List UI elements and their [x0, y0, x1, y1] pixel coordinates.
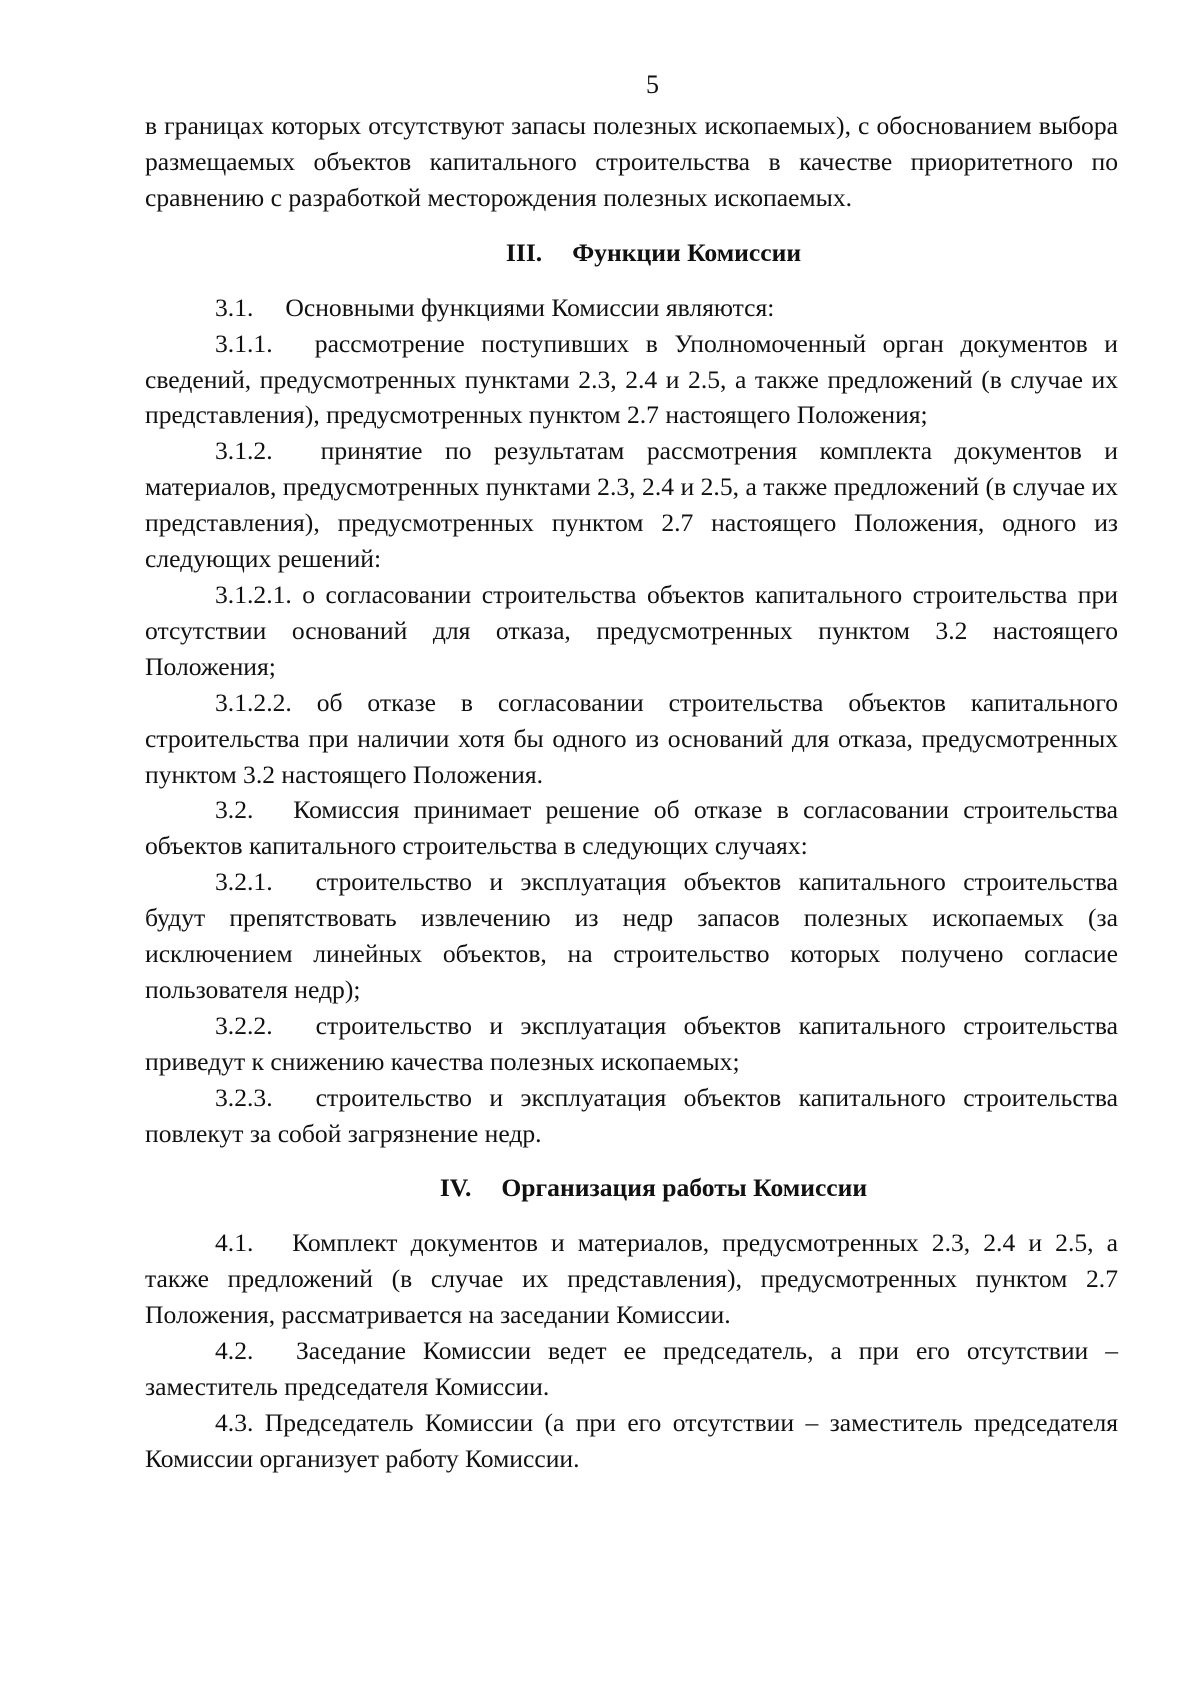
document-body [145, 108, 1118, 1477]
paragraph: 3.1.2.1. о согласовании строительства объектов капитального строительства при отсутствии оснований для отказа, предусмотренных пунктом 3.2 настоящего Положения; [145, 579, 1118, 681]
paragraph: 3.1.2.2. об отказе в согласовании строительства объектов капитального строительства при наличии хотя бы одного из оснований для отказа, предусмотренных пунктом 3.2 настоящего Положения. [145, 687, 1118, 789]
page-number: 5 [646, 70, 659, 99]
section-heading [145, 235, 1118, 271]
paragraph: 3.1.1. рассмотрение поступивших в Уполномоченный орган документов и сведений, предусмотренных пунктами 2.3, 2.4 и 2.5, а также предложений (в случае их представления), предусмотренных пунктом 2.7 настоящего Положения; [145, 328, 1118, 430]
paragraph: 4.1. Комплект документов и материалов, предусмотренных 2.3, 2.4 и 2.5, а также предложений (в случае их представления), предусмотренных пунктом 2.7 Положения, рассматривается на заседании Комиссии. [145, 1228, 1118, 1330]
paragraph: 3.2. Комиссия принимает решение об отказе в согласовании строительства объектов капитального строительства в следующих случаях: [145, 795, 1118, 861]
paragraph: 3.2.2. строительство и эксплуатация объектов капитального строительства приведут к снижению качества полезных ископаемых; [145, 1010, 1118, 1076]
paragraph: 3.1.2. принятие по результатам рассмотрения комплекта документов и материалов, предусмотренных пунктами 2.3, 2.4 и 2.5, а также предложений (в случае их представления), предусмотренных пунктом 2.7 настоящего Положения, одного из следующих решений: [145, 436, 1118, 574]
section-title: Организация работы Комиссии [501, 1173, 868, 1203]
paragraph: 4.3. Председатель Комиссии (а при его отсутствии – заместитель председателя Комиссии организует работу Комиссии. [145, 1408, 1118, 1473]
section-title: Функции Комиссии [572, 237, 802, 267]
paragraph: 4.2. Заседание Комиссии ведет ее председатель, а при его отсутствии – заместитель председателя Комиссии. [145, 1336, 1118, 1402]
paragraph: 3.2.3. строительство и эксплуатация объектов капитального строительства повлекут за собой загрязнение недр. [145, 1082, 1118, 1148]
paragraph: 3.2.1. строительство и эксплуатация объектов капитального строительства будут препятствовать извлечению из недр запасов полезных ископаемых (за исключением линейных объектов, на строительство которых получено согласие пользователя недр); [145, 867, 1118, 1004]
section-number: IV. [439, 1173, 472, 1203]
paragraph: в границах которых отсутствуют запасы полезных ископаемых), с обоснованием выбора размещаемых объектов капитального строительства в качестве приоритетного по сравнению с разработкой месторождения полезных ископаемых. [145, 111, 1118, 212]
paragraph: 3.1. Основными функциями Комиссии являются: [215, 292, 775, 322]
section-heading [145, 1170, 1118, 1206]
section-number: III. [505, 237, 543, 267]
